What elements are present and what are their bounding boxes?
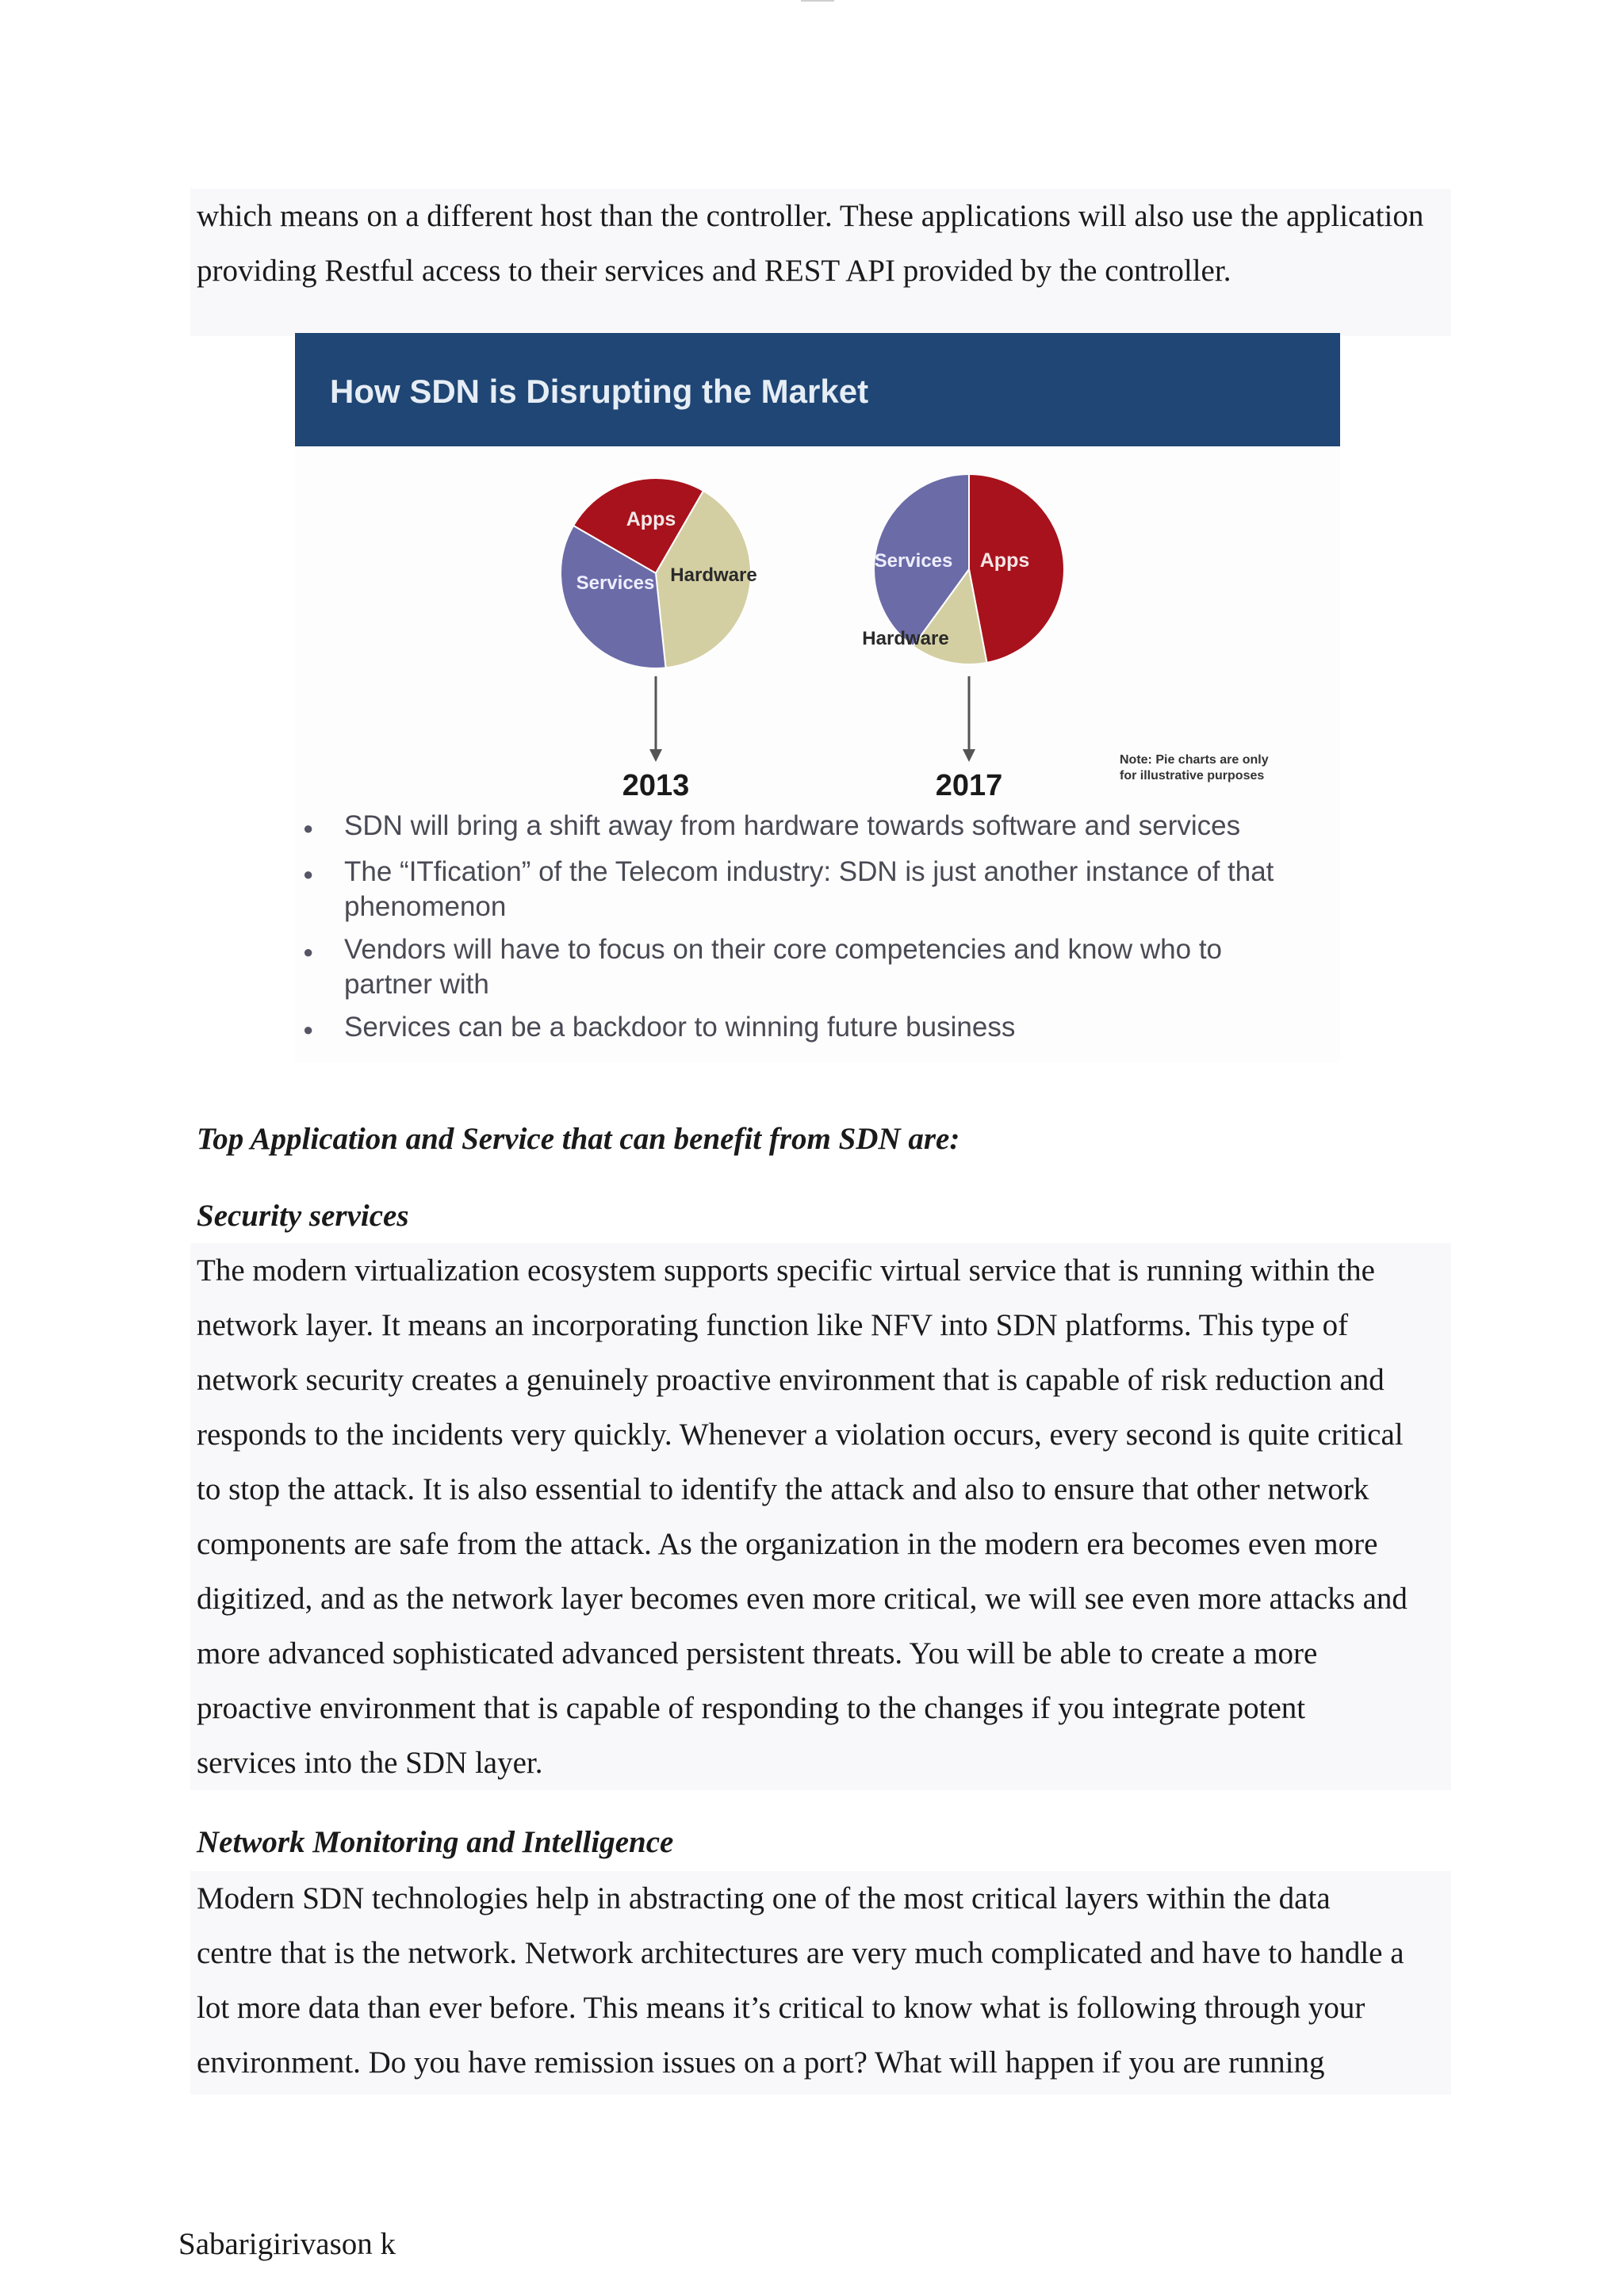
figure-note-line: Note: Pie charts are only [1120, 753, 1269, 767]
bullet-text: The “ITfication” of the Telecom industry: SDN is just another instance of that [344, 856, 1274, 887]
security-line: network layer. It means an incorporating function like NFV into SDN platforms. This type of [197, 1308, 1349, 1342]
bullet-dot-icon: ● [303, 818, 314, 838]
security-heading: Security services [197, 1199, 409, 1233]
pie-2013-label-apps: Apps [626, 508, 676, 530]
security-line: network security creates a genuinely proactive environment that is capable of risk reduction and [197, 1363, 1385, 1397]
pie-charts [295, 446, 1340, 802]
arrow-2013-head [649, 749, 662, 762]
security-paragraph [197, 1243, 1450, 1790]
bullet-text: partner with [344, 969, 489, 1000]
monitoring-line: Modern SDN technologies help in abstracting one of the most critical layers within the data [197, 1881, 1331, 1915]
footer-author: Sabarigirivason k [178, 2227, 396, 2261]
arrow-2017-head [963, 749, 975, 762]
sdn-market-figure [295, 333, 1340, 1062]
security-line: components are safe from the attack. As the organization in the modern era becomes even more [197, 1527, 1378, 1561]
security-line: services into the SDN layer. [197, 1746, 543, 1780]
pie-2013-label-services: Services [576, 572, 655, 594]
security-line: responds to the incidents very quickly. Whenever a violation occurs, every second is quite critical [197, 1418, 1404, 1452]
intro-line: providing Restful access to their services and REST API provided by the controller. [197, 254, 1231, 288]
monitoring-line: centre that is the network. Network architectures are very much complicated and have to handle a [197, 1936, 1404, 1970]
figure-banner [295, 333, 1340, 446]
bullet-text: Vendors will have to focus on their core competencies and know who to [344, 934, 1223, 965]
section-heading: Top Application and Service that can benefit from SDN are: [197, 1122, 960, 1156]
pie-2017-label-apps: Apps [979, 549, 1030, 572]
intro-line: which means on a different host than the controller. These applications will also use the application [197, 199, 1424, 233]
bullet-dot-icon: ● [303, 942, 314, 962]
security-line: more advanced sophisticated advanced persistent threats. You will be able to create a more [197, 1636, 1318, 1670]
security-line: to stop the attack. It is also essential to identify the attack and also to ensure that other network [197, 1472, 1369, 1506]
security-line: proactive environment that is capable of responding to the changes if you integrate potent [197, 1691, 1306, 1725]
pie-2017-label-hardware: Hardware [862, 628, 949, 649]
intro-paragraph [197, 189, 1450, 298]
page-top-mark [801, 0, 834, 2]
monitoring-line: lot more data than ever before. This means it’s critical to know what is following through your [197, 1991, 1365, 2025]
pie-2017-label-services: Services [874, 550, 953, 572]
pie-2013-label-hardware: Hardware [670, 564, 757, 586]
security-line: digitized, and as the network layer becomes even more critical, we will see even more attacks and [197, 1582, 1408, 1616]
bullet-text: phenomenon [344, 891, 507, 922]
bullet-text: Services can be a backdoor to winning future business [344, 1012, 1016, 1043]
bullet-dot-icon: ● [303, 1020, 314, 1039]
monitoring-line: environment. Do you have remission issues on a port? What will happen if you are running [197, 2045, 1325, 2080]
figure-note-line: for illustrative purposes [1120, 769, 1265, 783]
year-2017: 2017 [935, 769, 1003, 802]
year-2013: 2013 [622, 769, 690, 802]
figure-title: How SDN is Disrupting the Market [330, 373, 869, 410]
security-line: The modern virtualization ecosystem supports specific virtual service that is running within the [197, 1253, 1375, 1288]
bullet-dot-icon: ● [303, 864, 314, 884]
monitoring-paragraph [197, 1871, 1450, 2090]
monitoring-heading: Network Monitoring and Intelligence [197, 1825, 674, 1859]
bullet-text: SDN will bring a shift away from hardware towards software and services [344, 810, 1241, 841]
